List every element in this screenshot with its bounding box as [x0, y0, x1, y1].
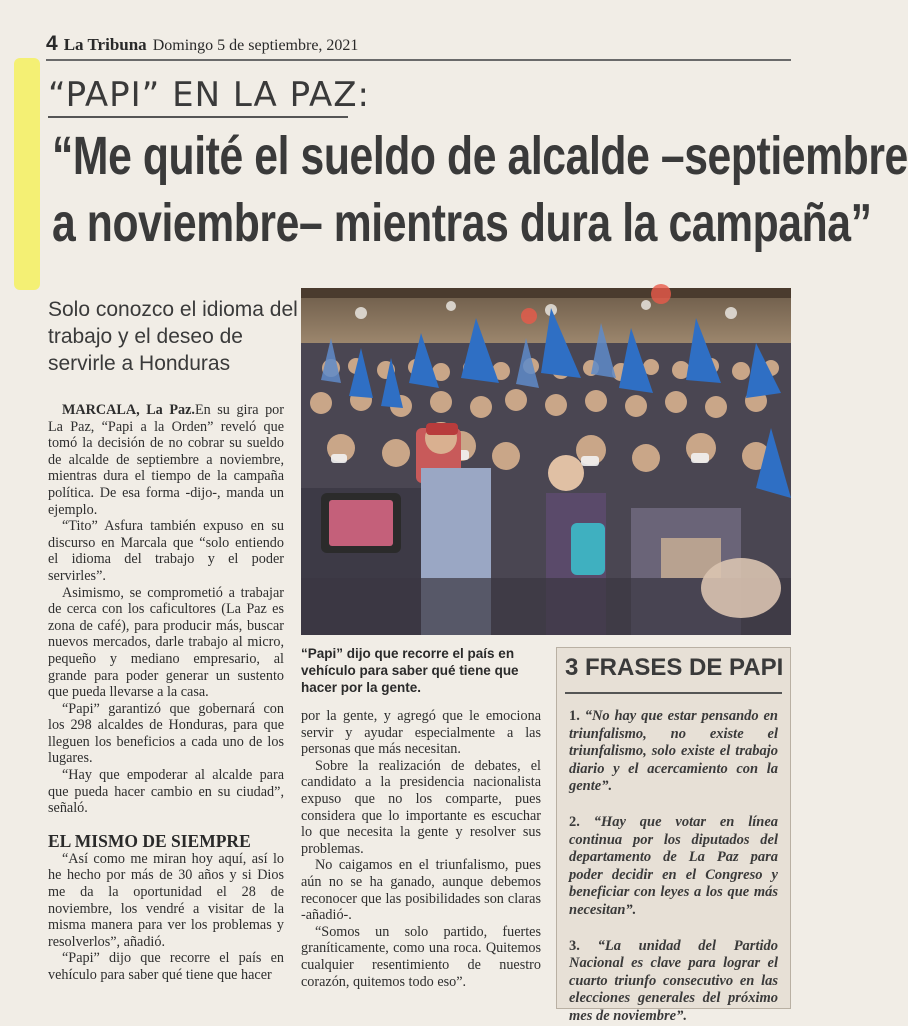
- article-paragraph: “Hay que empoderar al alcalde para que pueda hacer cambio en su ciudad”, señaló.: [48, 767, 284, 817]
- photo-caption: “Papi” dijo que recorre el país en vehículo para saber qué tiene que hacer por la gente.: [301, 646, 519, 695]
- quote-number: 3.: [569, 937, 580, 954]
- article-column-1: [48, 402, 284, 984]
- article-paragraph: “Papi” dijo que recorre el país en vehículo para saber qué tiene que hacer: [48, 950, 284, 983]
- crowd-photo-illustration: [301, 288, 791, 635]
- article-paragraph: No caigamos en el triunfalismo, pues aún no se ha ganado, aunque debemos reconocer que las posibilidades son claras -añadió-.: [301, 857, 541, 924]
- quote-number: 2.: [569, 813, 580, 830]
- quote-item: [557, 708, 790, 796]
- article-paragraph: “Somos un solo partido, fuertes graníticamente, como una roca. Quitemos cualquier resentimiento de nuestro corazón, quitemos todo eso”.: [301, 923, 541, 990]
- quote-text: “No hay que estar pensando en triunfalismo, no existe el triunfalismo, solo existe el trabajo diario y el acercamiento con la gente”.: [569, 708, 778, 795]
- quote-item: [557, 814, 790, 920]
- article-paragraph: Asimismo, se comprometió a trabajar de cerca con los caficultores (La Paz es zona de café), para producir más, buscar nuevos mercados, darle trabajo al micro, pequeño y mediano empresario, al grande para poder generar un sustento que pueda llevarse a la casa.: [48, 584, 284, 701]
- article-paragraph: “Tito” Asfura también expuso en su discurso en Marcala que “solo entiendo el idioma del trabajo y el poder servirles”.: [48, 518, 284, 584]
- quote-text: “Hay que votar en línea continua por los diputados del departamento de La Paz para poder decidir en el Congreso y beneficiar con leyes a los que más necesitan”.: [569, 813, 779, 918]
- quote-text: “La unidad del Partido Nacional es clave para lograr el cuarto triunfo consecutivo en las elecciones generales del próximo mes de noviembre”.: [569, 937, 779, 1024]
- sidebar-title: 3 FRASES DE PAPI: [565, 648, 782, 694]
- issue-date: Domingo 5 de septiembre, 2021: [152, 37, 359, 54]
- article-paragraph: [48, 402, 284, 518]
- paper-name: La Tribuna: [63, 35, 147, 54]
- kicker-underline: [48, 116, 348, 118]
- headline-line-1: “Me quité el sueldo de alcalde –septiembre: [52, 126, 908, 186]
- article-paragraph: “Papi” garantizó que gobernará con los 298 alcaldes de Honduras, para que lleguen los beneficios a cada uno de los lugares.: [48, 700, 284, 767]
- highlighter-mark: [14, 58, 40, 290]
- crowd-photo: [301, 288, 791, 635]
- quotes-sidebar: [556, 647, 791, 1024]
- article-paragraph: Sobre la realización de debates, el candidato a la presidencia nacionalista expuso que no los comparte, pues considera que lo importante es escuchar lo que necesita la gente y resolver sus problemas.: [301, 757, 541, 857]
- article-paragraph: por la gente, y agregó que le emociona servir y ayudar especialmente a las personas que más necesitan.: [301, 708, 541, 758]
- page-number: 4: [46, 32, 58, 55]
- quote-item: [557, 938, 790, 1026]
- dateline: MARCALA, La Paz.: [62, 402, 195, 418]
- paragraph-text: En su gira por La Paz, “Papi a la Orden” reveló que tomó la decisión de no cobrar su sueldo de alcalde de septiembre a noviembre, mientras dura el tiempo de la campaña política. De esa forma -dijo-, manda un ejemplo.: [48, 402, 284, 518]
- section-heading: EL MISMO DE SIEMPRE: [48, 830, 251, 851]
- subheadline: Solo conozco el idioma del trabajo y el deseo de servirle a Honduras: [48, 298, 298, 375]
- article-paragraph: “Así como me miran hoy aquí, así lo he hecho por más de 30 años y si Dios me da la oportunidad el 28 de noviembre, los vendré a visitar de la misma manera para ver los problemas y resolverlos”, añadió.: [48, 850, 284, 950]
- kicker: “PAPI” EN LA PAZ:: [48, 75, 370, 115]
- article-column-2: [301, 708, 541, 990]
- headline-line-2: a noviembre– mientras dura la campaña”: [52, 193, 872, 253]
- headline: [52, 123, 908, 257]
- page-folio: [46, 33, 791, 61]
- quote-number: 1.: [569, 708, 580, 724]
